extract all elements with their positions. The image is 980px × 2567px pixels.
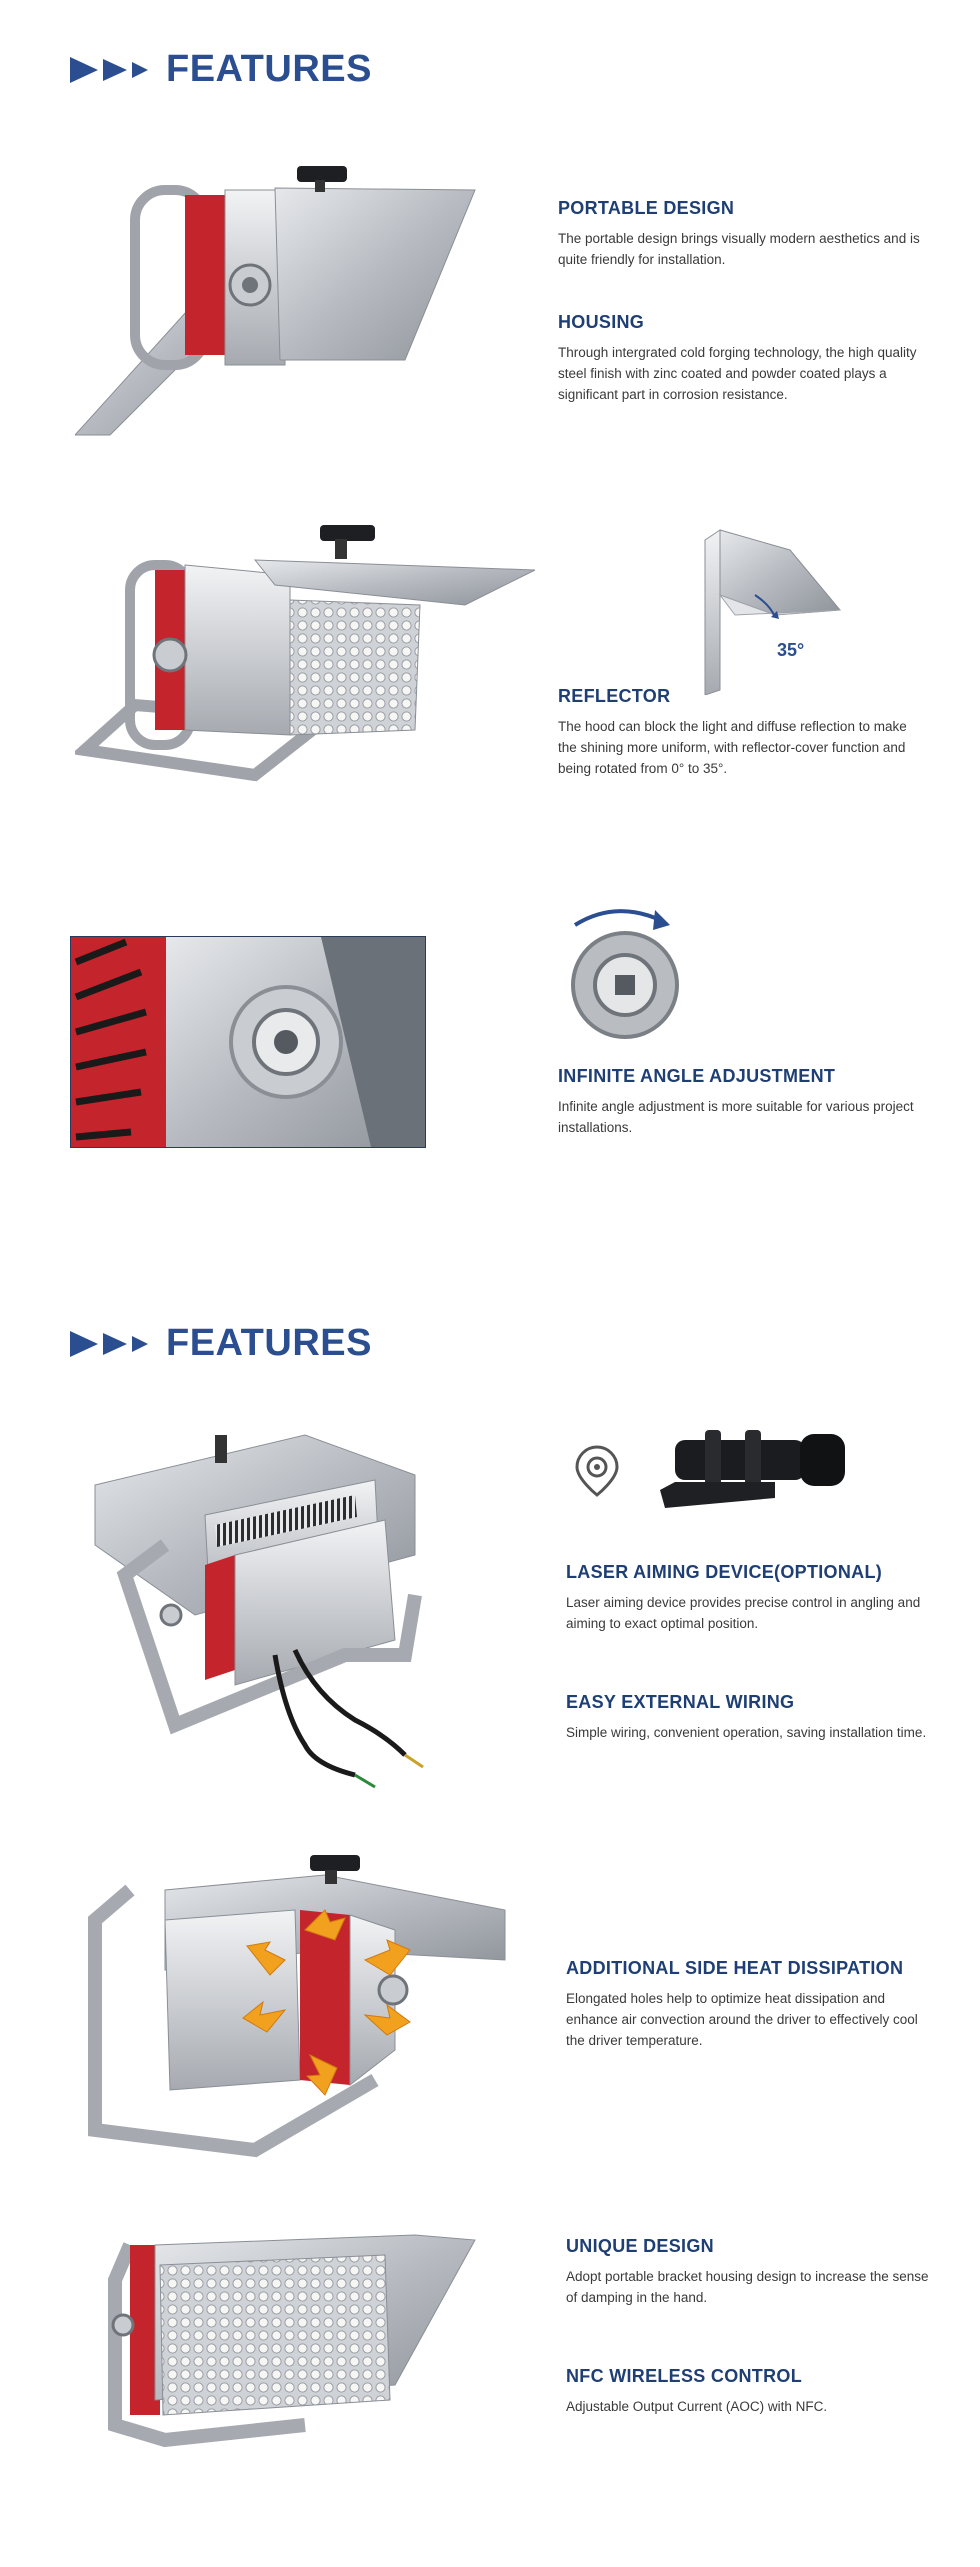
feature-title-unique-design: UNIQUE DESIGN — [566, 2236, 714, 2256]
target-icon — [575, 1445, 619, 1497]
product-image-angle-closeup — [70, 936, 426, 1148]
product-image-portable — [75, 160, 495, 440]
product-image-heat-dissipation — [75, 1850, 515, 2160]
product-image-wiring — [85, 1425, 525, 1805]
section-title: FEATURES — [166, 48, 372, 90]
feature-desc-heat-dissipation: Elongated holes help to optimize heat dissipation and enhance air convection around the driver to effectively cool the driver temperature. — [566, 1991, 918, 2048]
feature-title-laser-aiming: LASER AIMING DEVICE(OPTIONAL) — [566, 1562, 883, 1582]
triple-arrow-icon — [70, 57, 148, 83]
feature-desc-reflector: The hood can block the light and diffuse reflection to make the shining more uniform, with reflector-cover function and being rotated from 0° to 35°. — [558, 719, 907, 776]
feature-desc-easy-wiring: Simple wiring, convenient operation, saving installation time. — [566, 1725, 927, 1740]
feature-desc-unique-design: Adopt portable bracket housing design to increase the sense of damping in the hand. — [566, 2269, 929, 2305]
feature-title-infinite-angle: INFINITE ANGLE ADJUSTMENT — [558, 1066, 836, 1086]
product-image-unique-design — [75, 2225, 485, 2455]
section-heading-2 — [70, 1322, 372, 1365]
feature-desc-housing: Through intergrated cold forging technology, the high quality steel finish with zinc coated and powder coated plays a significant part in corrosion resistance. — [558, 345, 917, 402]
feature-title-heat-dissipation: ADDITIONAL SIDE HEAT DISSIPATION — [566, 1958, 904, 1978]
angle-knob-image — [555, 900, 695, 1040]
feature-title-portable-design: PORTABLE DESIGN — [558, 198, 735, 218]
feature-title-reflector: REFLECTOR — [558, 686, 671, 706]
feature-title-housing: HOUSING — [558, 312, 645, 332]
feature-desc-laser-aiming: Laser aiming device provides precise control in angling and aiming to exact optimal position. — [566, 1595, 921, 1631]
feature-desc-infinite-angle: Infinite angle adjustment is more suitable for various project installations. — [558, 1099, 914, 1135]
reflector-angle-label: 35° — [777, 640, 805, 660]
triple-arrow-icon — [70, 1331, 148, 1357]
laser-aiming-device-image — [655, 1420, 855, 1520]
section-heading-1 — [70, 48, 372, 91]
reflector-angle-diagram — [695, 525, 845, 695]
feature-desc-portable-design: The portable design brings visually modern aesthetics and is quite friendly for installation. — [558, 231, 920, 267]
feature-title-easy-wiring: EASY EXTERNAL WIRING — [566, 1692, 795, 1712]
product-image-reflector — [75, 515, 545, 785]
feature-title-nfc-control: NFC WIRELESS CONTROL — [566, 2366, 802, 2386]
section-title: FEATURES — [166, 1322, 372, 1364]
feature-desc-nfc-control: Adjustable Output Current (AOC) with NFC. — [566, 2399, 828, 2414]
